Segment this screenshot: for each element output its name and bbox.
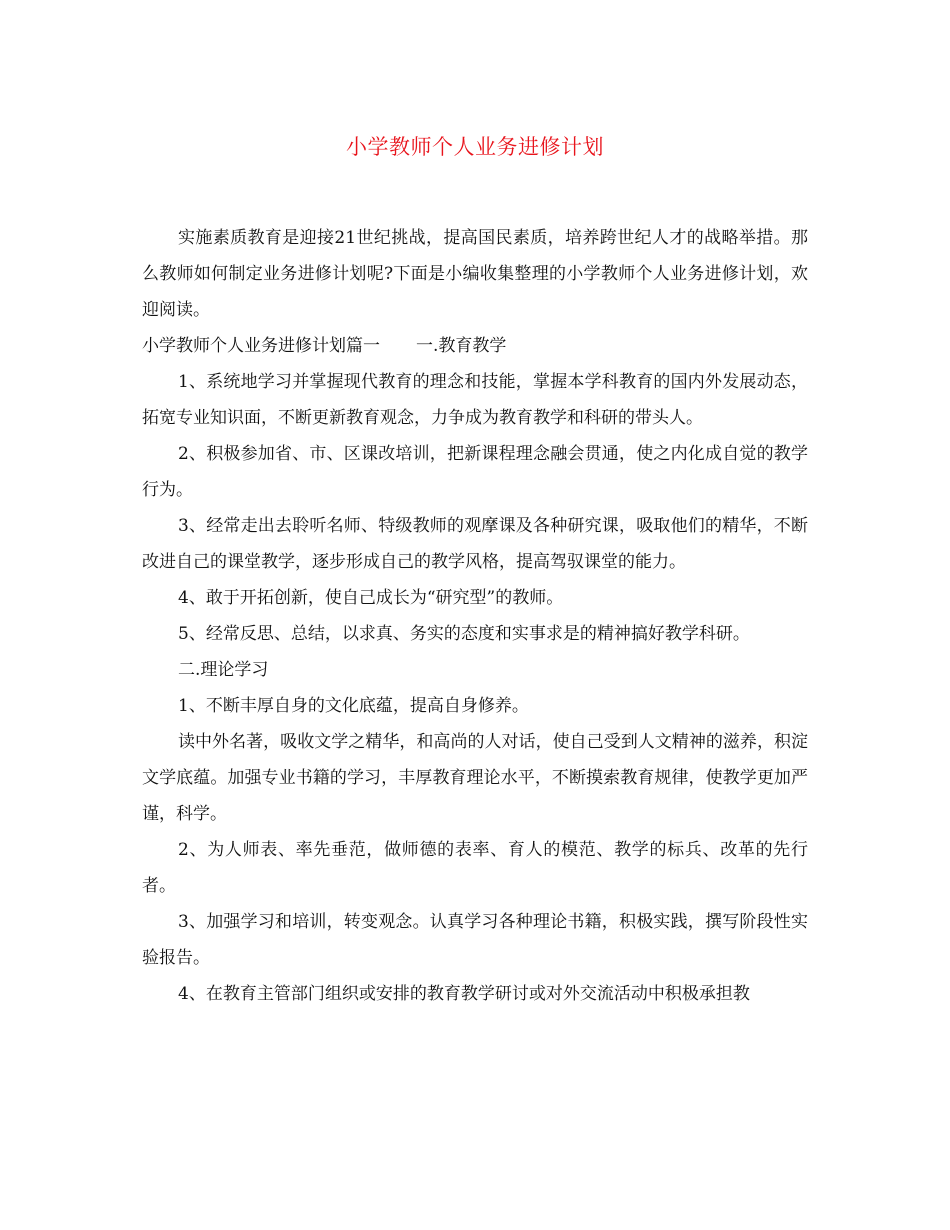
section2-item-4: 3、加强学习和培训，转变观念。认真学习各种理论书籍，积极实践，撰写阶段性实验报告。 <box>142 912 808 968</box>
intro-paragraph: 实施素质教育是迎接21世纪挑战，提高国民素质，培养跨世纪人才的战略举措。那么教师如何制定业务进修计划呢?下面是小编收集整理的小学教师个人业务进修计划，欢迎阅读。 <box>142 228 808 320</box>
section1-title: 小学教师个人业务进修计划篇一 <box>142 336 380 356</box>
section2-title: 二.理论学习 <box>178 660 269 680</box>
section2-item-1: 1、不断丰厚自身的文化底蕴，提高自身修养。 <box>178 696 529 716</box>
document-title: 小学教师个人业务进修计划 <box>346 135 604 159</box>
section2-item-3: 2、为人师表、率先垂范，做师德的表率、育人的模范、教学的标兵、改革的先行者。 <box>142 840 808 896</box>
section2-item-2: 读中外名著，吸收文学之精华，和高尚的人对话，使自己受到人文精神的滋养，积淀文学底蕴。加强专业书籍的学习，丰厚教育理论水平，不断摸索教育规律，使教学更加严谨，科学。 <box>142 732 808 824</box>
section1-item-4: 4、敢于开拓创新，使自己成长为“研究型”的教师。 <box>178 588 564 608</box>
section2-item-5: 4、在教育主管部门组织或安排的教育教学研讨或对外交流活动中积极承担教 <box>178 984 750 1004</box>
section1-item-3: 3、经常走出去聆听名师、特级教师的观摩课及各种研究课，吸取他们的精华，不断改进自己的课堂教学，逐步形成自己的教学风格，提高驾驭课堂的能力。 <box>142 516 808 572</box>
section1-heading <box>142 328 808 364</box>
section1-subtitle: 一.教育教学 <box>416 336 507 356</box>
section1-item-1: 1、系统地学习并掌握现代教育的理念和技能，掌握本学科教育的国内外发展动态，拓宽专业知识面，不断更新教育观念，力争成为教育教学和科研的带头人。 <box>142 372 808 428</box>
section1-item-5: 5、经常反思、总结，以求真、务实的态度和实事求是的精神搞好教学科研。 <box>178 624 750 644</box>
section1-item-2: 2、积极参加省、市、区课改培训，把新课程理念融会贯通，使之内化成自觉的教学行为。 <box>142 444 808 500</box>
document-body <box>142 220 808 1012</box>
